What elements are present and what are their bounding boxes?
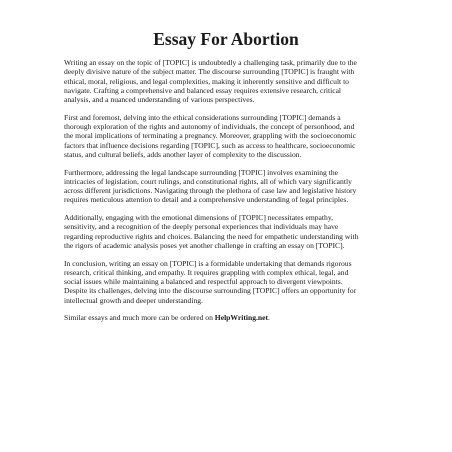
text-line: sensitivity, and a recognition of the deeply personal experiences that individuals may have xyxy=(64,222,339,232)
text-line: ethical, moral, religious, and legal complexities, making it inherently sensitive and difficult to xyxy=(64,76,349,86)
text-line: intricacies of legislation, court rulings, and constitutional rights, all of which vary significantly xyxy=(64,176,352,186)
text-line: First and foremost, delving into the ethical considerations surrounding [TOPIC] demands a xyxy=(64,112,341,122)
text-line: research, critical thinking, and empathy. It requires grappling with complex ethical, legal, and xyxy=(64,267,349,277)
text-line: Additionally, engaging with the emotional dimensions of [TOPIC] necessitates empathy, xyxy=(64,213,334,223)
paragraph-legal xyxy=(64,168,390,205)
paragraph-intro xyxy=(64,58,390,104)
text-line: regarding reproductive rights and choices. Balancing the need for empathetic understanding with xyxy=(64,231,359,241)
text-line: status, and cultural beliefs, adds another layer of complexity to the discussion. xyxy=(64,149,302,159)
paragraph-conclusion xyxy=(64,259,390,305)
text-line: intellectual growth and deeper understanding. xyxy=(64,295,203,305)
text-line: In conclusion, writing an essay on [TOPIC] is a formidable undertaking that demands rigorous xyxy=(64,258,352,268)
closing-text: Similar essays and much more can be ordered on xyxy=(64,313,213,323)
text-line: analysis, and a nuanced understanding of various perspectives. xyxy=(64,95,255,105)
closing-period: . xyxy=(268,313,270,323)
paragraph-ethical xyxy=(64,113,390,159)
text-line: navigate. Crafting a comprehensive and balanced essay requires extensive research, critical xyxy=(64,85,342,95)
text-line: Furthermore, addressing the legal landscape surrounding [TOPIC] involves examining the xyxy=(64,167,339,177)
brand-link[interactable]: HelpWriting.net xyxy=(214,313,269,323)
text-line: the rigors of academic analysis poses yet another challenge in crafting an essay on [TOPIC]. xyxy=(64,240,345,250)
document-body xyxy=(64,58,390,323)
text-line: thorough exploration of the rights and autonomy of individuals, the concept of personhood, and xyxy=(64,122,355,132)
text-line: requires meticulous attention to detail and a comprehensive understanding of legal principles. xyxy=(64,195,349,205)
text-line: deeply divisive nature of the subject matter. The discourse surrounding [TOPIC] is fraught with xyxy=(64,67,355,77)
text-line: across different jurisdictions. Navigating through the plethora of case law and legislative history xyxy=(64,186,357,196)
paragraph-emotional xyxy=(64,213,390,250)
text-line: Writing an essay on the topic of [TOPIC] is undoubtedly a challenging task, primarily due to the xyxy=(64,58,357,67)
text-line: the moral implications of terminating a pregnancy. Moreover, grappling with the socioeconomic xyxy=(64,131,357,141)
text-line: social issues while maintaining a balanced and respectful approach to divergent viewpoints. xyxy=(64,277,343,287)
document-title: Essay For Abortion xyxy=(153,29,299,49)
closing-line xyxy=(64,313,390,322)
text-line: Despite its challenges, delving into the discourse surrounding [TOPIC] offers an opportunity for xyxy=(64,286,357,296)
text-line: factors that influence decisions regarding [TOPIC], such as access to healthcare, socioeconomic xyxy=(64,140,356,150)
